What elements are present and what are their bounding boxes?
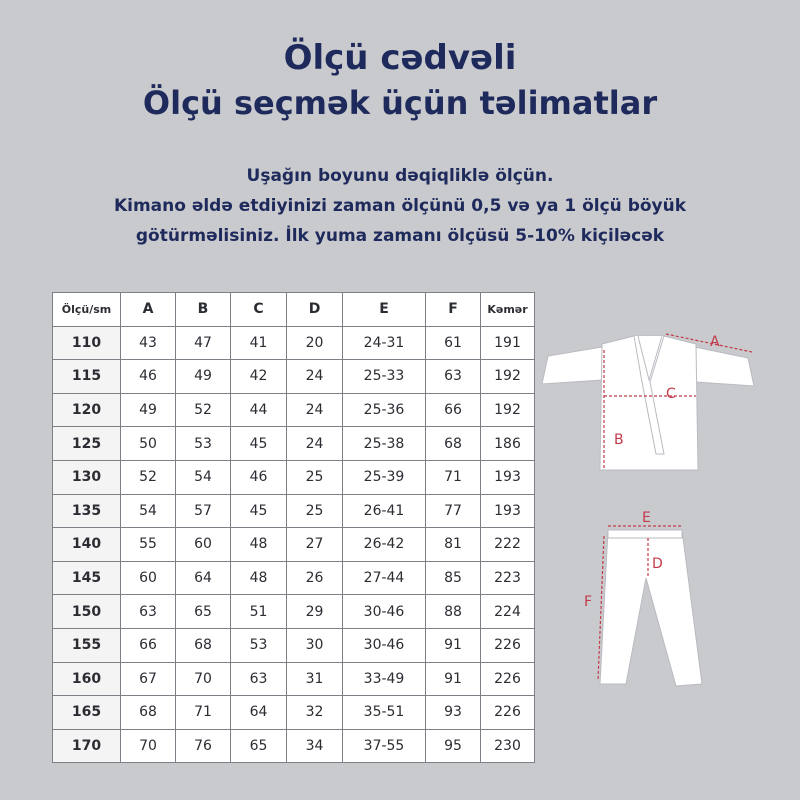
column-header-d: D [287, 293, 343, 327]
table-cell: 30-46 [343, 628, 426, 662]
jacket-label-b: B [614, 432, 624, 448]
table-cell: 193 [481, 494, 535, 528]
table-cell: 27-44 [343, 561, 426, 595]
table-cell: 65 [176, 595, 231, 629]
table-row [53, 427, 535, 461]
table-cell: 93 [426, 696, 481, 730]
size-cell: 145 [53, 561, 121, 595]
size-cell: 150 [53, 595, 121, 629]
size-cell: 170 [53, 729, 121, 763]
table-cell: 64 [231, 696, 287, 730]
table-cell: 35-51 [343, 696, 426, 730]
table-cell: 91 [426, 662, 481, 696]
table-cell: 53 [231, 628, 287, 662]
size-cell: 130 [53, 460, 121, 494]
table-cell: 24 [287, 360, 343, 394]
table-cell: 25-38 [343, 427, 426, 461]
table-cell: 33-49 [343, 662, 426, 696]
table-cell: 67 [121, 662, 176, 696]
table-cell: 37-55 [343, 729, 426, 763]
size-cell: 155 [53, 628, 121, 662]
jacket-label-c: C [666, 386, 676, 402]
column-header-f: F [426, 293, 481, 327]
table-cell: 51 [231, 595, 287, 629]
table-cell: 49 [176, 360, 231, 394]
table-row [53, 326, 535, 360]
table-cell: 61 [426, 326, 481, 360]
table-cell: 25-33 [343, 360, 426, 394]
table-cell: 24-31 [343, 326, 426, 360]
table-cell: 32 [287, 696, 343, 730]
table-cell: 63 [121, 595, 176, 629]
table-cell: 44 [231, 393, 287, 427]
table-cell: 60 [176, 528, 231, 562]
table-cell: 50 [121, 427, 176, 461]
table-cell: 224 [481, 595, 535, 629]
table-row [53, 460, 535, 494]
table-cell: 68 [176, 628, 231, 662]
table-cell: 66 [121, 628, 176, 662]
pants-label-d: D [652, 556, 663, 572]
table-row [53, 528, 535, 562]
table-cell: 68 [426, 427, 481, 461]
table-row [53, 494, 535, 528]
table-cell: 25 [287, 494, 343, 528]
table-cell: 77 [426, 494, 481, 528]
kimono-pants-icon [580, 508, 730, 688]
table-cell: 25-39 [343, 460, 426, 494]
table-row [53, 696, 535, 730]
table-cell: 65 [231, 729, 287, 763]
table-cell: 55 [121, 528, 176, 562]
table-cell: 186 [481, 427, 535, 461]
table-cell: 34 [287, 729, 343, 763]
table-cell: 192 [481, 393, 535, 427]
table-cell: 71 [176, 696, 231, 730]
table-cell: 52 [176, 393, 231, 427]
table-cell: 81 [426, 528, 481, 562]
table-cell: 26-41 [343, 494, 426, 528]
table-cell: 70 [176, 662, 231, 696]
column-header-e: E [343, 293, 426, 327]
column-header-c: C [231, 293, 287, 327]
size-cell: 165 [53, 696, 121, 730]
table-cell: 41 [231, 326, 287, 360]
column-header-belt: Kəmər [481, 293, 535, 327]
table-cell: 68 [121, 696, 176, 730]
table-cell: 95 [426, 729, 481, 763]
table-cell: 66 [426, 393, 481, 427]
column-header-size: Ölçü/sm [53, 293, 121, 327]
table-cell: 24 [287, 393, 343, 427]
size-cell: 135 [53, 494, 121, 528]
table-cell: 63 [426, 360, 481, 394]
table-cell: 31 [287, 662, 343, 696]
jacket-label-a: A [710, 334, 720, 350]
column-header-b: B [176, 293, 231, 327]
table-cell: 63 [231, 662, 287, 696]
size-cell: 120 [53, 393, 121, 427]
table-cell: 71 [426, 460, 481, 494]
pants-label-f: F [584, 594, 593, 610]
page-title: Ölçü cədvəli [283, 38, 517, 78]
table-cell: 24 [287, 427, 343, 461]
table-row [53, 729, 535, 763]
table-cell: 27 [287, 528, 343, 562]
table-cell: 193 [481, 460, 535, 494]
table-cell: 48 [231, 561, 287, 595]
page-subtitle: Ölçü seçmək üçün təlimatlar [142, 84, 658, 122]
table-row [53, 662, 535, 696]
table-cell: 43 [121, 326, 176, 360]
table-cell: 91 [426, 628, 481, 662]
pants-label-e: E [642, 510, 651, 526]
size-cell: 160 [53, 662, 121, 696]
table-cell: 88 [426, 595, 481, 629]
table-cell: 60 [121, 561, 176, 595]
table-row [53, 561, 535, 595]
table-cell: 42 [231, 360, 287, 394]
table-cell: 29 [287, 595, 343, 629]
table-row [53, 628, 535, 662]
size-cell: 115 [53, 360, 121, 394]
table-cell: 223 [481, 561, 535, 595]
table-cell: 226 [481, 696, 535, 730]
table-cell: 54 [176, 460, 231, 494]
table-cell: 57 [176, 494, 231, 528]
table-cell: 54 [121, 494, 176, 528]
table-cell: 64 [176, 561, 231, 595]
table-cell: 30-46 [343, 595, 426, 629]
table-cell: 49 [121, 393, 176, 427]
size-cell: 110 [53, 326, 121, 360]
table-cell: 25-36 [343, 393, 426, 427]
instruction-line-1: Uşağın boyunu dəqiqliklə ölçün. [246, 166, 554, 186]
table-cell: 76 [176, 729, 231, 763]
table-cell: 230 [481, 729, 535, 763]
table-cell: 26-42 [343, 528, 426, 562]
table-cell: 48 [231, 528, 287, 562]
size-cell: 140 [53, 528, 121, 562]
table-cell: 46 [121, 360, 176, 394]
table-row [53, 393, 535, 427]
size-cell: 125 [53, 427, 121, 461]
table-cell: 85 [426, 561, 481, 595]
table-cell: 52 [121, 460, 176, 494]
instruction-line-3: götürməlisiniz. İlk yuma zamanı ölçüsü 5-10% kiçiləcək [135, 226, 665, 246]
size-table [52, 292, 535, 763]
table-header-row [53, 293, 535, 327]
kimono-jacket-icon [538, 322, 760, 480]
table-cell: 226 [481, 628, 535, 662]
column-header-a: A [121, 293, 176, 327]
table-cell: 20 [287, 326, 343, 360]
table-cell: 53 [176, 427, 231, 461]
table-cell: 192 [481, 360, 535, 394]
table-cell: 222 [481, 528, 535, 562]
table-cell: 45 [231, 427, 287, 461]
table-row [53, 360, 535, 394]
table-row [53, 595, 535, 629]
table-cell: 226 [481, 662, 535, 696]
table-cell: 47 [176, 326, 231, 360]
table-cell: 46 [231, 460, 287, 494]
instruction-line-2: Kimano əldə etdiyinizi zaman ölçünü 0,5 və ya 1 ölçü böyük [113, 196, 687, 216]
table-cell: 25 [287, 460, 343, 494]
table-cell: 26 [287, 561, 343, 595]
table-cell: 45 [231, 494, 287, 528]
table-cell: 30 [287, 628, 343, 662]
table-cell: 191 [481, 326, 535, 360]
table-cell: 70 [121, 729, 176, 763]
